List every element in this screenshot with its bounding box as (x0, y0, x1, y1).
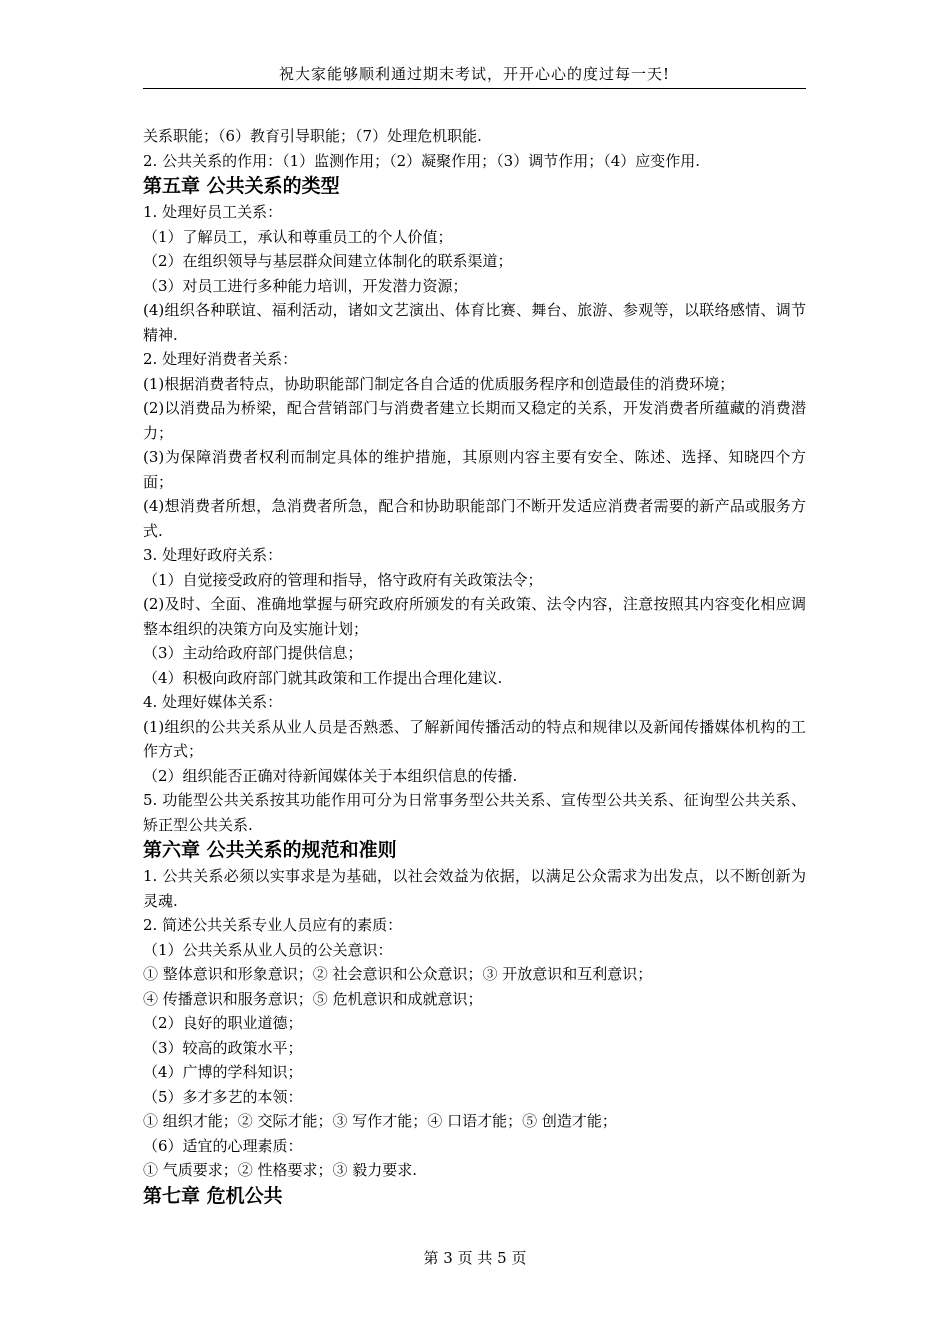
paragraph: （2）在组织领导与基层群众间建立体制化的联系渠道； (143, 252, 513, 270)
document-body (143, 124, 806, 1210)
page-footer: 第 3 页 共 5 页 (423, 1249, 527, 1267)
paragraph: （3）对员工进行多种能力培训，开发潜力资源； (143, 276, 468, 295)
paragraph: 关系职能；（6）教育引导职能；（7）处理危机职能. (143, 127, 482, 145)
paragraph: ① 气质要求；② 性格要求；③ 毅力要求. (143, 1161, 418, 1179)
paragraph: （2）良好的职业道德； (143, 1014, 303, 1032)
paragraph: 2. 处理好消费者关系： (143, 350, 298, 368)
paragraph: （3）主动给政府部门提供信息； (143, 644, 363, 662)
chapter-heading: 第五章 公共关系的类型 (143, 175, 340, 197)
paragraph: （4）积极向政府部门就其政策和工作提出合理化建议. (143, 668, 503, 687)
paragraph: (2)及时、全面、准确地掌握与研究政府所颁发的有关政策、法令内容，注意按照其内容变化相应调整本组织的决策方向及实施计划； (143, 595, 806, 638)
chapter-heading: 第六章 公共关系的规范和准则 (143, 839, 397, 861)
paragraph: 4. 处理好媒体关系： (143, 693, 283, 711)
paragraph: （1）公共关系从业人员的公关意识： (143, 940, 393, 959)
paragraph: 2. 简述公共关系专业人员应有的素质： (143, 916, 403, 934)
paragraph: （1）了解员工，承认和尊重员工的个人价值； (143, 227, 453, 246)
paragraph: （5）多才多艺的本领： (143, 1087, 303, 1106)
paragraph: (4)组织各种联谊、福利活动，诸如文艺演出、体育比赛、舞台、旅游、参观等，以联络感情、调节精神. (143, 301, 806, 344)
header-divider (143, 88, 806, 89)
paragraph: 1. 公共关系必须以实事求是为基础，以社会效益为依据，以满足公众需求为出发点，以不断创新为灵魂. (143, 867, 806, 910)
paragraph: (3)为保障消费者权利而制定具体的维护措施，其原则内容主要有安全、陈述、选择、知晓四个方面； (143, 448, 806, 491)
paragraph: （1）自觉接受政府的管理和指导，恪守政府有关政策法令； (143, 570, 543, 589)
paragraph: (1)组织的公共关系从业人员是否熟悉、了解新闻传播活动的特点和规律以及新闻传播媒体机构的工作方式； (143, 717, 806, 760)
paragraph: (4)想消费者所想，急消费者所急，配合和协助职能部门不断开发适应消费者需要的新产品或服务方式. (143, 497, 806, 540)
paragraph: （3）较高的政策水平； (143, 1038, 303, 1057)
paragraph: （4）广博的学科知识； (143, 1063, 303, 1081)
paragraph: ① 组织才能；② 交际才能；③ 写作才能；④ 口语才能；⑤ 创造才能； (143, 1112, 617, 1130)
paragraph: 2. 公共关系的作用：（1）监测作用；（2）凝聚作用；（3）调节作用；（4）应变作用. (143, 151, 701, 170)
page-header: 祝大家能够顺利通过期末考试，开开心心的度过每一天! (278, 65, 671, 83)
paragraph: ① 整体意识和形象意识；② 社会意识和公众意识；③ 开放意识和互利意识； (143, 965, 653, 983)
paragraph: ④ 传播意识和服务意识；⑤ 危机意识和成就意识； (143, 989, 483, 1008)
paragraph: (2)以消费品为桥梁，配合营销部门与消费者建立长期而又稳定的关系，开发消费者所蕴藏的消费潜力； (143, 399, 806, 442)
paragraph: 5. 功能型公共关系按其功能作用可分为日常事务型公共关系、宣传型公共关系、征询型公共关系、矫正型公共关系. (143, 791, 806, 834)
paragraph: (1)根据消费者特点，协助职能部门制定各自合适的优质服务程序和创造最佳的消费环境； (143, 374, 735, 393)
paragraph: （2）组织能否正确对待新闻媒体关于本组织信息的传播. (143, 766, 518, 785)
paragraph: 3. 处理好政府关系： (143, 546, 283, 564)
paragraph: 1. 处理好员工关系： (143, 203, 283, 221)
chapter-heading: 第七章 危机公共 (143, 1184, 283, 1207)
paragraph: （6）适宜的心理素质： (143, 1136, 303, 1155)
